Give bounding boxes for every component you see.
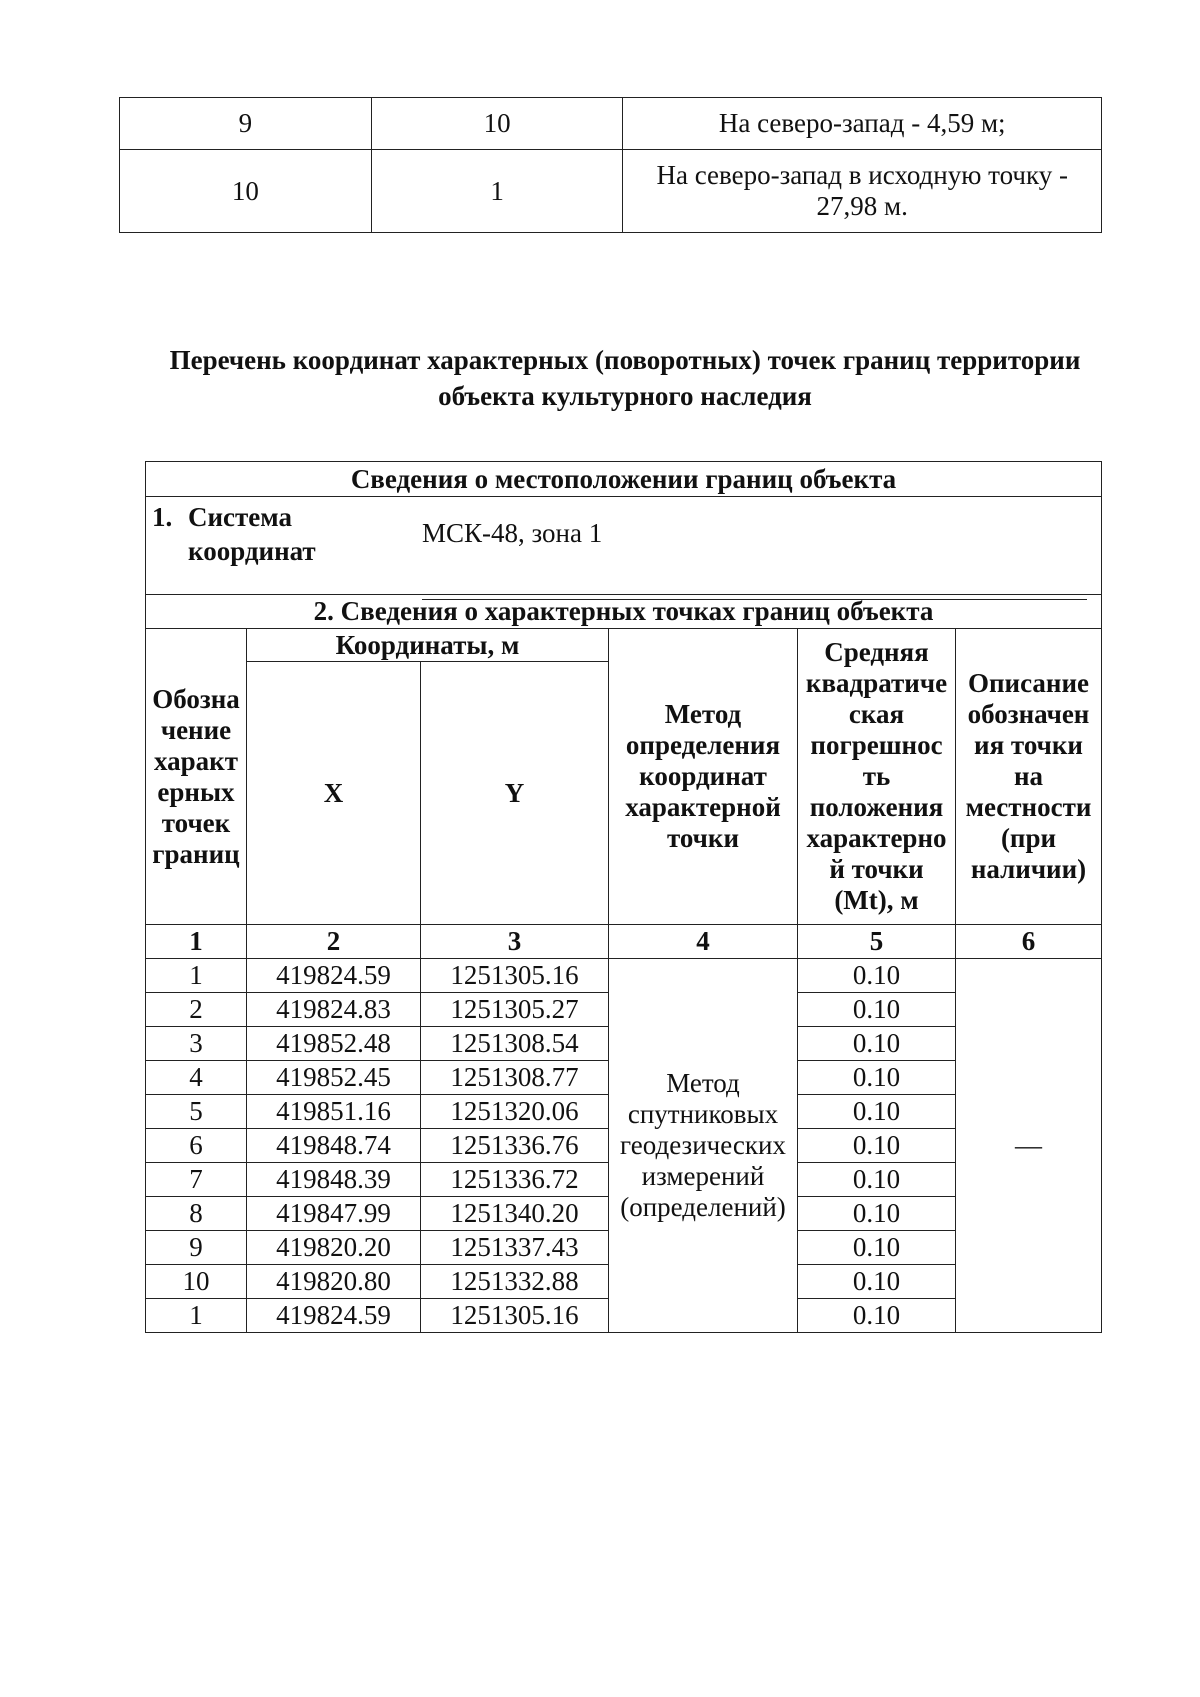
x-cell: 419848.74 [247,1129,421,1163]
direction-cell [623,150,1102,233]
y-header: Y [421,662,609,925]
x-cell: 419852.48 [247,1027,421,1061]
direction-line: На северо-запад в исходную точку - [656,160,1068,190]
x-cell: 419824.59 [247,959,421,993]
mt-cell: 0.10 [798,1265,956,1299]
designation-header [146,629,247,925]
heading-line: Перечень координат характерных (поворотных) точек границ территории [169,345,1081,375]
header-line: (при [1000,823,1057,853]
point-cell: 1 [146,1299,247,1333]
header-line: Средняя [824,637,929,667]
point-cell: 7 [146,1163,247,1197]
method-line: Метод [666,1068,740,1098]
point-cell: 2 [146,993,247,1027]
direction-cell: На северо-запад - 4,59 м; [623,98,1102,150]
underline-divider [422,599,1087,600]
mt-cell: 0.10 [798,1129,956,1163]
header-line: ия точки [974,730,1083,760]
boundary-description-table [119,97,1102,233]
from-point-cell: 10 [120,150,372,233]
mt-cell: 0.10 [798,1027,956,1061]
header-line: погрешнос [810,730,943,760]
x-cell: 419820.20 [247,1231,421,1265]
header-line: ерных [157,776,235,807]
header-line: Описание [967,668,1090,698]
header-line: на [1013,761,1044,791]
table-row [146,959,1102,993]
x-cell: 419824.83 [247,993,421,1027]
mt-cell: 0.10 [798,959,956,993]
header-line: (Mt), м [834,885,919,915]
point-cell: 10 [146,1265,247,1299]
table-row [120,150,1102,233]
mt-cell: 0.10 [798,1299,956,1333]
x-cell: 419851.16 [247,1095,421,1129]
column-number: 5 [798,925,956,959]
point-cell: 3 [146,1027,247,1061]
table-title: Сведения о местоположении границ объекта [146,462,1102,497]
header-line: й точки [829,854,924,884]
item-number: 1. [152,502,173,532]
coordinates-header: Координаты, м [247,629,609,662]
header-line: характерно [806,823,947,853]
mt-cell: 0.10 [798,1095,956,1129]
y-cell: 1251305.16 [421,1299,609,1333]
method-line: (определений) [620,1192,786,1222]
point-cell: 5 [146,1095,247,1129]
heading-line: объекта культурного наследия [438,381,812,411]
header-line: квадратиче [805,668,948,698]
header-line: границ [152,838,240,869]
coordinate-system-label [152,500,316,568]
description-header [956,629,1102,925]
header-line: положения [809,792,944,822]
method-header [609,629,798,925]
mt-cell: 0.10 [798,993,956,1027]
point-cell: 9 [146,1231,247,1265]
mt-cell: 0.10 [798,1163,956,1197]
column-numbers-row [146,925,1102,959]
method-line: спутниковых [627,1099,779,1129]
y-cell: 1251332.88 [421,1265,609,1299]
y-cell: 1251336.72 [421,1163,609,1197]
error-header [798,629,956,925]
y-cell: 1251308.77 [421,1061,609,1095]
mt-cell: 0.10 [798,1231,956,1265]
y-cell: 1251336.76 [421,1129,609,1163]
method-cell [609,959,798,1333]
x-header: X [247,662,421,925]
label-line: координат [188,536,316,566]
x-cell: 419847.99 [247,1197,421,1231]
header-line: Метод [664,699,742,729]
column-number: 2 [247,925,421,959]
y-cell: 1251308.54 [421,1027,609,1061]
mt-cell: 0.10 [798,1061,956,1095]
x-cell: 419824.59 [247,1299,421,1333]
table-title-row [146,462,1102,497]
from-point-cell: 9 [120,98,372,150]
header-row [146,629,1102,662]
column-number: 3 [421,925,609,959]
point-cell: 1 [146,959,247,993]
header-line: характерной [625,792,781,822]
header-line: определения [625,730,781,760]
y-cell: 1251305.16 [421,959,609,993]
column-number: 6 [956,925,1102,959]
page-heading [100,342,1150,414]
x-cell: 419852.45 [247,1061,421,1095]
description-cell: — [956,959,1102,1333]
header-line: точки [666,823,740,853]
header-line: чение [160,714,232,745]
header-line: обозначен [967,699,1090,729]
x-cell: 419820.80 [247,1265,421,1299]
header-line: точек [161,807,231,838]
header-line: наличии) [970,854,1087,884]
coordinates-table [145,461,1102,1333]
coordinate-system-value: МСК-48, зона 1 [422,518,603,548]
column-number: 4 [609,925,798,959]
y-cell: 1251305.27 [421,993,609,1027]
coordinate-system-cell [146,497,1102,595]
y-cell: 1251340.20 [421,1197,609,1231]
header-line: местности [965,792,1092,822]
header-line: Обозна [152,683,240,714]
method-line: геодезических [620,1130,786,1160]
mt-cell: 0.10 [798,1197,956,1231]
method-line: измерений [641,1161,765,1191]
coordinate-system-row [146,497,1102,595]
point-cell: 6 [146,1129,247,1163]
header-line: ть [862,761,891,791]
to-point-cell: 1 [371,150,623,233]
direction-line: 27,98 м. [816,191,908,221]
to-point-cell: 10 [371,98,623,150]
label-line: Система [188,502,292,532]
x-cell: 419848.39 [247,1163,421,1197]
point-cell: 8 [146,1197,247,1231]
header-line: характ [154,745,238,776]
table-row [120,98,1102,150]
point-cell: 4 [146,1061,247,1095]
header-line: ская [848,699,905,729]
header-line: координат [639,761,767,791]
section-title: 2. Сведения о характерных точках границ объекта [146,595,1102,629]
column-number: 1 [146,925,247,959]
y-cell: 1251337.43 [421,1231,609,1265]
y-cell: 1251320.06 [421,1095,609,1129]
